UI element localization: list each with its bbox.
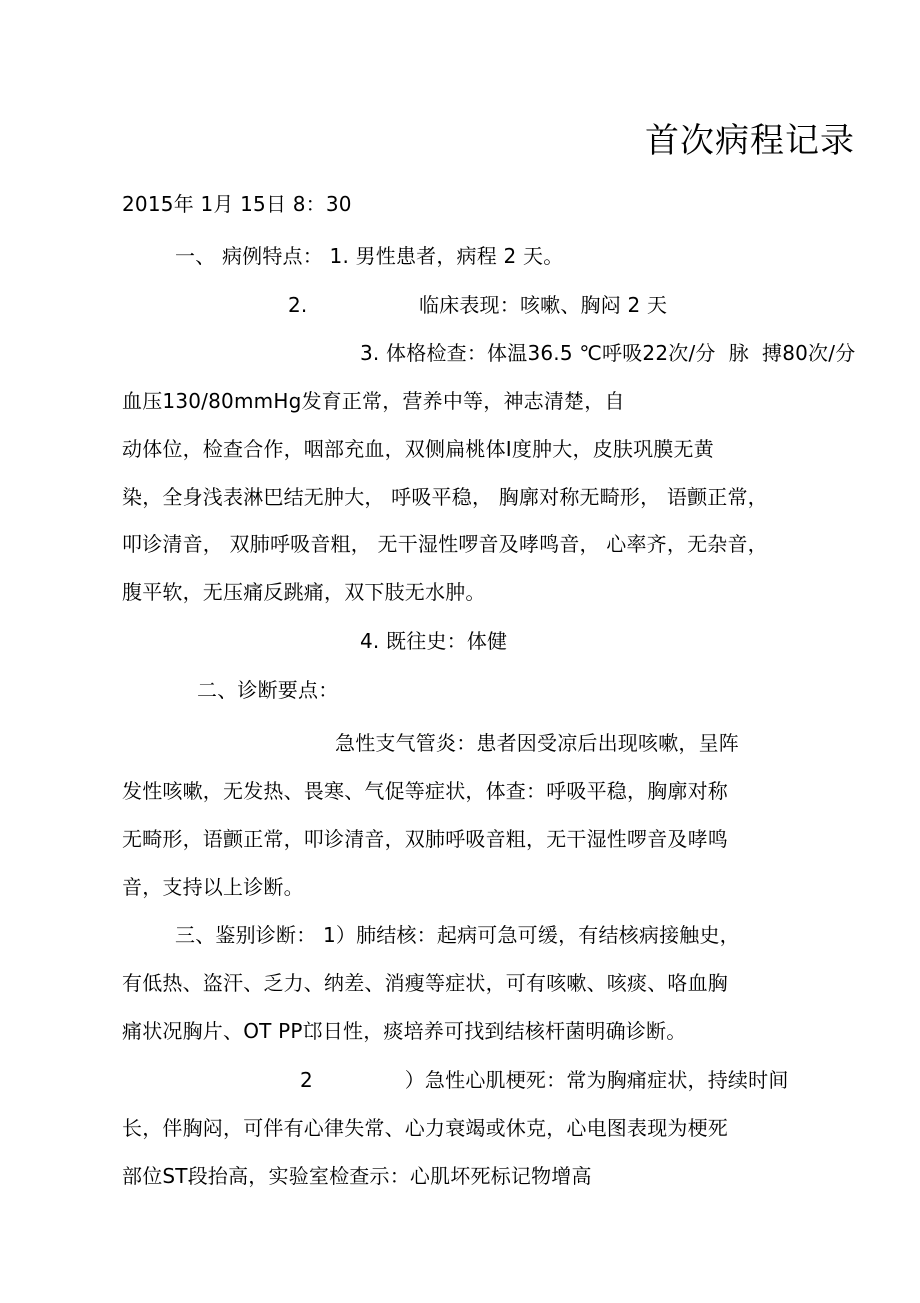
item-1-3: 3. 体格检查：体温36.5 ℃呼吸22次/分 脉 搏80次/分 [360,341,856,365]
section-2-body-1: 急性支气管炎：患者因受凉后出现咳嗽，呈阵 [335,731,739,755]
section-2-heading: 二、诊断要点： [197,678,339,702]
item-1-3-cont-2: 动体位，检查合作，咽部充血，双侧扁桃体Ⅰ度肿大，皮肤巩膜无黄 [122,437,714,461]
section-2-body-3: 无畸形，语颤正常，叩诊清音，双肺呼吸音粗，无干湿性啰音及哮鸣 [122,827,728,851]
section-1-heading: 一、 病例特点： 1. 男性患者，病程 2 天。 [175,244,564,268]
section-3-item-2: 2 ）急性心肌梗死：常为胸痛症状，持续时间 [300,1068,789,1092]
section-3-item-2-cont2: 部位ST段抬高，实验室检查示：心肌坏死标记物增高 [122,1164,592,1188]
section-3-heading: 三、鉴别诊断： 1）肺结核：起病可急可缓，有结核病接触史， [175,923,740,947]
section-2-body-4: 音，支持以上诊断。 [122,875,304,899]
section-3-body-2: 痛状况胸片、OT PP邙日性，痰培养可找到结核杆菌明确诊断。 [122,1019,687,1043]
item-1-3-cont-5: 腹平软，无压痛反跳痛，双下肢无水肿。 [122,580,486,604]
page-title: 首次病程记录 [645,121,855,161]
section-3-item-2-cont1: 长，伴胸闷，可伴有心律失常、心力衰竭或休克，心电图表现为梗死 [122,1116,728,1140]
item-1-3-cont-1: 血压130/80mmHg发育正常，营养中等，神志清楚，自 [122,389,625,413]
section-3-body-1: 有低热、盗汗、乏力、纳差、消瘦等症状，可有咳嗽、咳痰、咯血胸 [122,971,728,995]
item-1-3-cont-3: 染，全身浅表淋巴结无肿大， 呼吸平稳， 胸廓对称无畸形， 语颤正常， [122,485,768,509]
item-1-2: 2. 临床表现：咳嗽、胸闷 2 天 [288,293,668,317]
section-2-body-2: 发性咳嗽，无发热、畏寒、气促等症状，体查：呼吸平稳，胸廓对称 [122,779,728,803]
item-1-4: 4. 既往史：体健 [360,629,508,653]
date-line: 2015年 1月 15日 8：30 [122,192,352,216]
item-1-3-cont-4: 叩诊清音， 双肺呼吸音粗， 无干湿性啰音及哮鸣音， 心率齐，无杂音， [122,532,768,556]
